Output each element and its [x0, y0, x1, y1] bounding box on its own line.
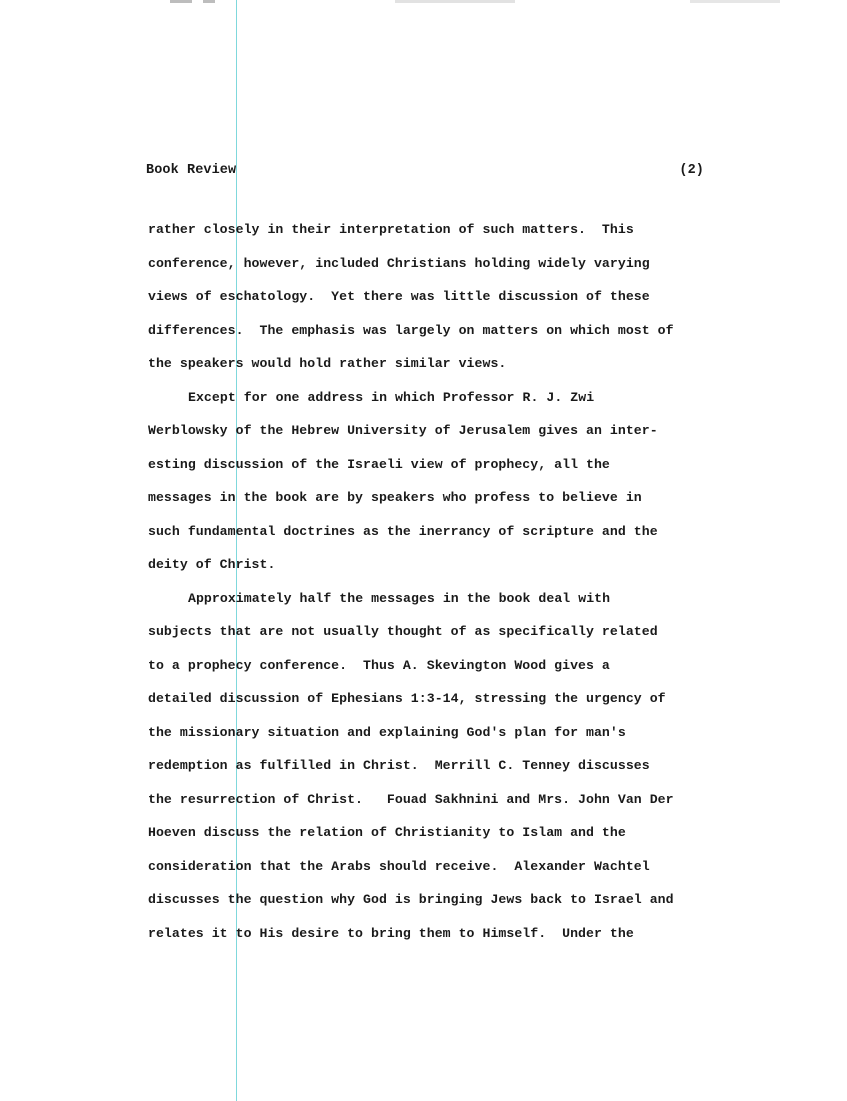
text-line: subjects that are not usually thought of as specifically related — [148, 624, 658, 639]
paragraph-start-line: Except for one address in which Professor R. J. Zwi — [188, 389, 595, 405]
text-line: messages in the book are by speakers who profess to believe in — [148, 490, 642, 505]
text-line: the missionary situation and explaining God's plan for man's — [148, 724, 626, 740]
scan-artifact — [203, 0, 215, 3]
text-line: differences. The emphasis was largely on matters on which most of — [148, 322, 674, 338]
text-line: consideration that the Arabs should receive. Alexander Wachtel — [148, 858, 650, 874]
text-line: relates it to His desire to bring them to Himself. Under the — [148, 925, 634, 941]
body-text — [148, 213, 708, 950]
header-title: Book Review — [146, 163, 237, 178]
text-line: the resurrection of Christ. Fouad Sakhnini and Mrs. John Van Der — [148, 791, 674, 807]
text-line: esting discussion of the Israeli view of prophecy, all the — [148, 456, 610, 472]
text-line: discusses the question why God is bringing Jews back to Israel and — [148, 892, 674, 907]
text-line: to a prophecy conference. Thus A. Skevington Wood gives a — [148, 657, 610, 673]
text-line: conference, however, included Christians holding widely varying — [148, 255, 650, 271]
text-line: deity of Christ. — [148, 557, 276, 572]
scan-artifact — [395, 0, 515, 3]
text-line: redemption as fulfilled in Christ. Merrill C. Tenney discusses — [148, 758, 650, 773]
text-line: rather closely in their interpretation of such matters. This — [148, 222, 634, 237]
text-line: Werblowsky of the Hebrew University of Jerusalem gives an inter- — [148, 423, 658, 438]
text-line: such fundamental doctrines as the inerrancy of scripture and the — [148, 523, 658, 539]
text-line: views of eschatology. Yet there was little discussion of these — [148, 289, 650, 304]
text-line: detailed discussion of Ephesians 1:3-14, stressing the urgency of — [148, 691, 666, 706]
scan-artifact — [170, 0, 192, 3]
scan-artifact — [690, 0, 780, 3]
page-header — [146, 163, 704, 183]
page-number: (2) — [679, 163, 704, 178]
text-line: the speakers would hold rather similar views. — [148, 356, 507, 371]
text-line: Hoeven discuss the relation of Christianity to Islam and the — [148, 825, 626, 840]
paragraph-start-line: Approximately half the messages in the book deal with — [188, 590, 611, 606]
